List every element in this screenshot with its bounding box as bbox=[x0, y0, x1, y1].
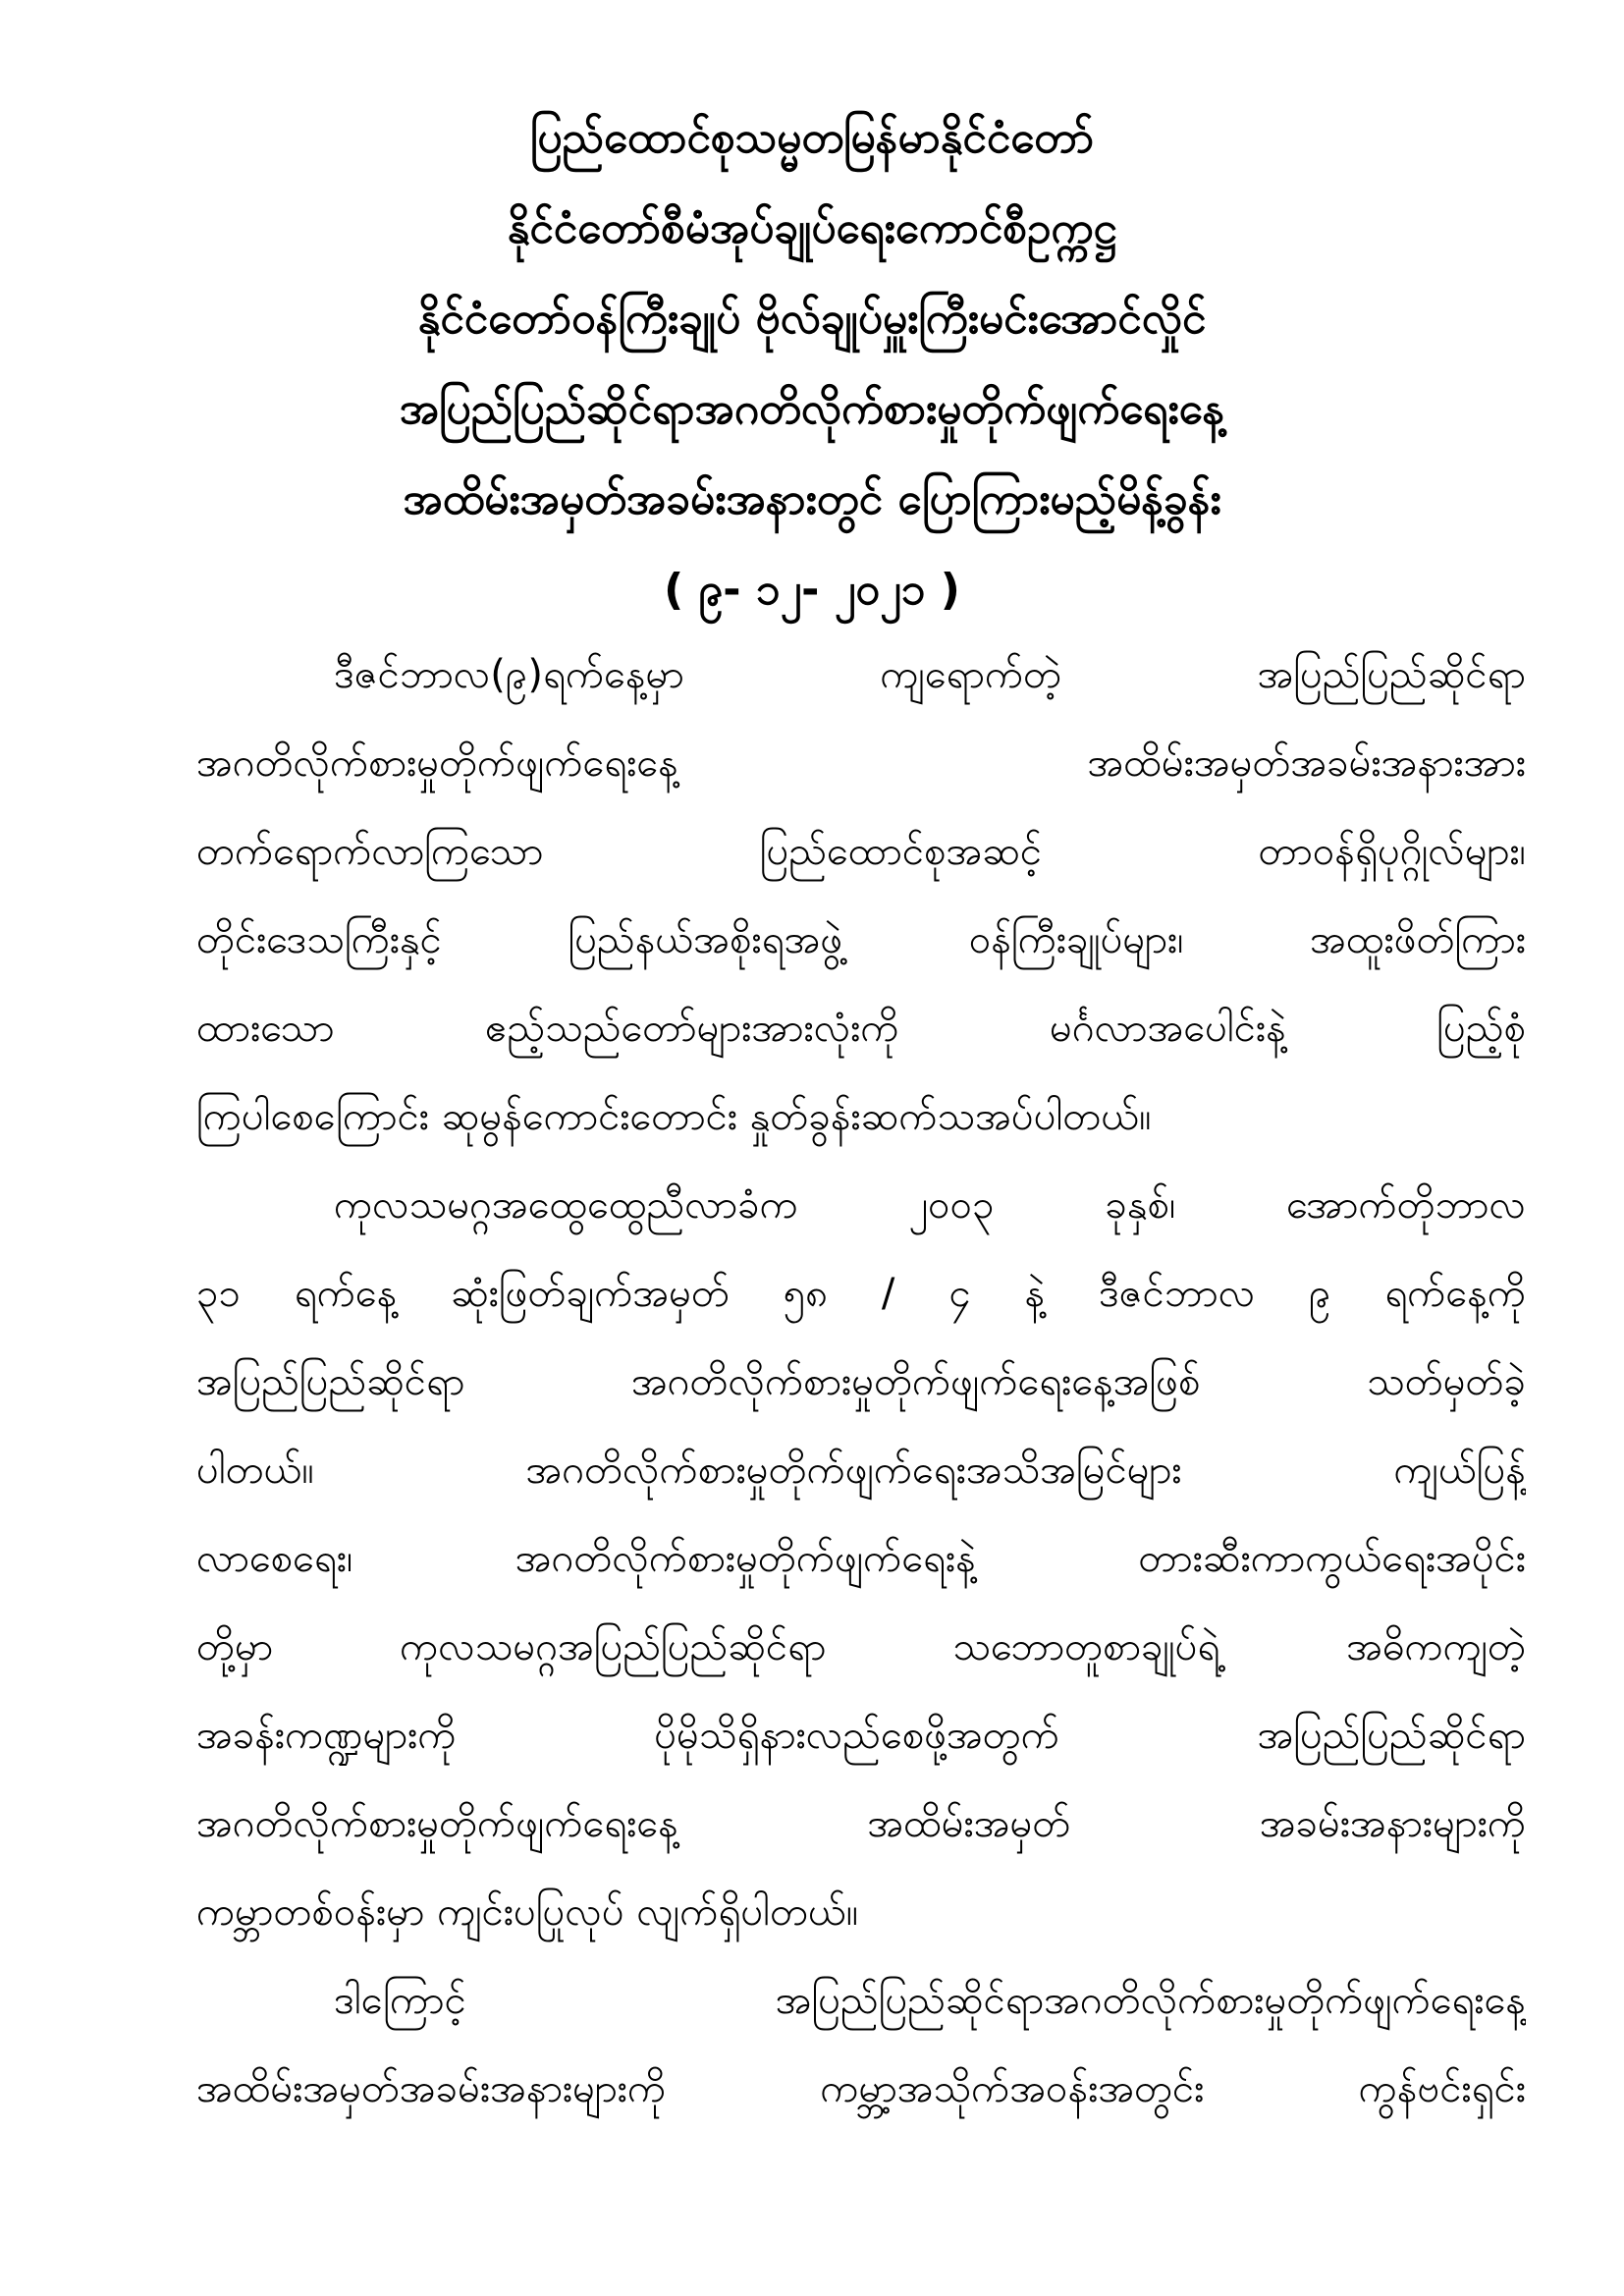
paragraph-line: အခန်းကဏ္ဍများကို ပိုမိုသိရှိနားလည်စေဖို့အတွက် အပြည်ပြည်ဆိုင်ရာ bbox=[196, 1713, 1526, 1758]
paragraph-line: ၃၁ ရက်နေ့ ဆုံးဖြတ်ချက်အမှတ် ၅၈ / ၄ နဲ့ ဒီဇင်ဘာလ ၉ ရက်နေ့ကို bbox=[196, 1271, 1526, 1316]
paragraph-line: တို့မှာ ကုလသမဂ္ဂအပြည်ပြည်ဆိုင်ရာ သဘောတူစာချုပ်ရဲ့ အဓိကကျတဲ့ bbox=[196, 1624, 1526, 1669]
speech-body bbox=[196, 630, 1526, 2133]
heading-line-anti-corruption-day: အပြည်ပြည်ဆိုင်ရာအဂတိလိုက်စားမှုတိုက်ဖျက်ရေးနေ့ bbox=[399, 384, 1225, 434]
heading-line-speech-title: အထိမ်းအမှတ်အခမ်းအနားတွင် ပြောကြားမည့်မိန့်ခွန်း bbox=[403, 474, 1221, 524]
speech-heading bbox=[147, 93, 1477, 635]
paragraph-2 bbox=[196, 1161, 1526, 1956]
paragraph-line: အဂတိလိုက်စားမှုတိုက်ဖျက်ရေးနေ့ အထိမ်းအမှတ် အခမ်းအနားများကို bbox=[196, 1801, 1526, 1846]
paragraph-line: အထိမ်းအမှတ်အခမ်းအနားများကို ကမ္ဘာ့အသိုက်အဝန်းအတွင်း ကွန်ဗင်းရှင်း bbox=[196, 2066, 1526, 2111]
paragraph-line: တိုင်းဒေသကြီးနှင့် ပြည်နယ်အစိုးရအဖွဲ့ ဝန်ကြီးချုပ်များ၊ အထူးဖိတ်ကြား bbox=[196, 917, 1526, 962]
paragraph-line: ကုလသမဂ္ဂအထွေထွေညီလာခံက ၂၀၀၃ ခုနှစ်၊ အောက်တိုဘာလ bbox=[334, 1182, 1526, 1228]
paragraph-line: လာစေရေး၊ အဂတိလိုက်စားမှုတိုက်ဖျက်ရေးနဲ့ တားဆီးကာကွယ်ရေးအပိုင်း bbox=[196, 1536, 1526, 1581]
paragraph-3 bbox=[196, 1956, 1526, 2133]
paragraph-line: ပါတယ်။ အဂတိလိုက်စားမှုတိုက်ဖျက်ရေးအသိအမြင်များ ကျယ်ပြန့် bbox=[196, 1448, 1526, 1493]
paragraph-line: ဒါကြောင့် အပြည်ပြည်ဆိုင်ရာအဂတိလိုက်စားမှုတိုက်ဖျက်ရေးနေ့ bbox=[334, 1978, 1526, 2023]
paragraph-1 bbox=[196, 630, 1526, 1161]
paragraph-line: အဂတိလိုက်စားမှုတိုက်ဖျက်ရေးနေ့ အထိမ်းအမှတ်အခမ်းအနားအား bbox=[196, 740, 1526, 786]
heading-line-prime-minister: နိုင်ငံတော်ဝန်ကြီးချုပ် ဗိုလ်ချုပ်မှူးကြီးမင်းအောင်လှိုင် bbox=[417, 294, 1207, 344]
heading-line-country: ပြည်ထောင်စုသမ္မတမြန်မာနိုင်ငံတော် bbox=[529, 113, 1095, 163]
paragraph-line: ကြပါစေကြောင်း ဆုမွန်ကောင်းတောင်း နှုတ်ခွန်းဆက်သအပ်ပါတယ်။ bbox=[196, 1094, 1152, 1139]
paragraph-line: တက်ရောက်လာကြသော ပြည်ထောင်စုအဆင့် တာဝန်ရှိပုဂ္ဂိုလ်များ၊ bbox=[196, 829, 1526, 874]
paragraph-line: အပြည်ပြည်ဆိုင်ရာ အဂတိလိုက်စားမှုတိုက်ဖျက်ရေးနေ့အဖြစ် သတ်မှတ်ခဲ့ bbox=[196, 1359, 1526, 1404]
paragraph-line: ဒီဇင်ဘာလ(၉)ရက်နေ့မှာ ကျရောက်တဲ့ အပြည်ပြည်ဆိုင်ရာ bbox=[334, 652, 1526, 697]
paragraph-line: ထားသော ဧည့်သည်တော်များအားလုံးကို မင်္ဂလာအပေါင်းနဲ့ ပြည့်စုံ bbox=[196, 1006, 1526, 1051]
paragraph-line: ကမ္ဘာတစ်ဝန်းမှာ ကျင်းပပြုလုပ် လျက်ရှိပါတယ်။ bbox=[196, 1889, 858, 1935]
heading-line-council-chairman: နိုင်ငံတော်စီမံအုပ်ချုပ်ရေးကောင်စီဥက္ကဋ္ဌ bbox=[507, 203, 1117, 253]
heading-date: ( ၉- ၁၂- ၂၀၂၁ ) bbox=[664, 565, 960, 615]
